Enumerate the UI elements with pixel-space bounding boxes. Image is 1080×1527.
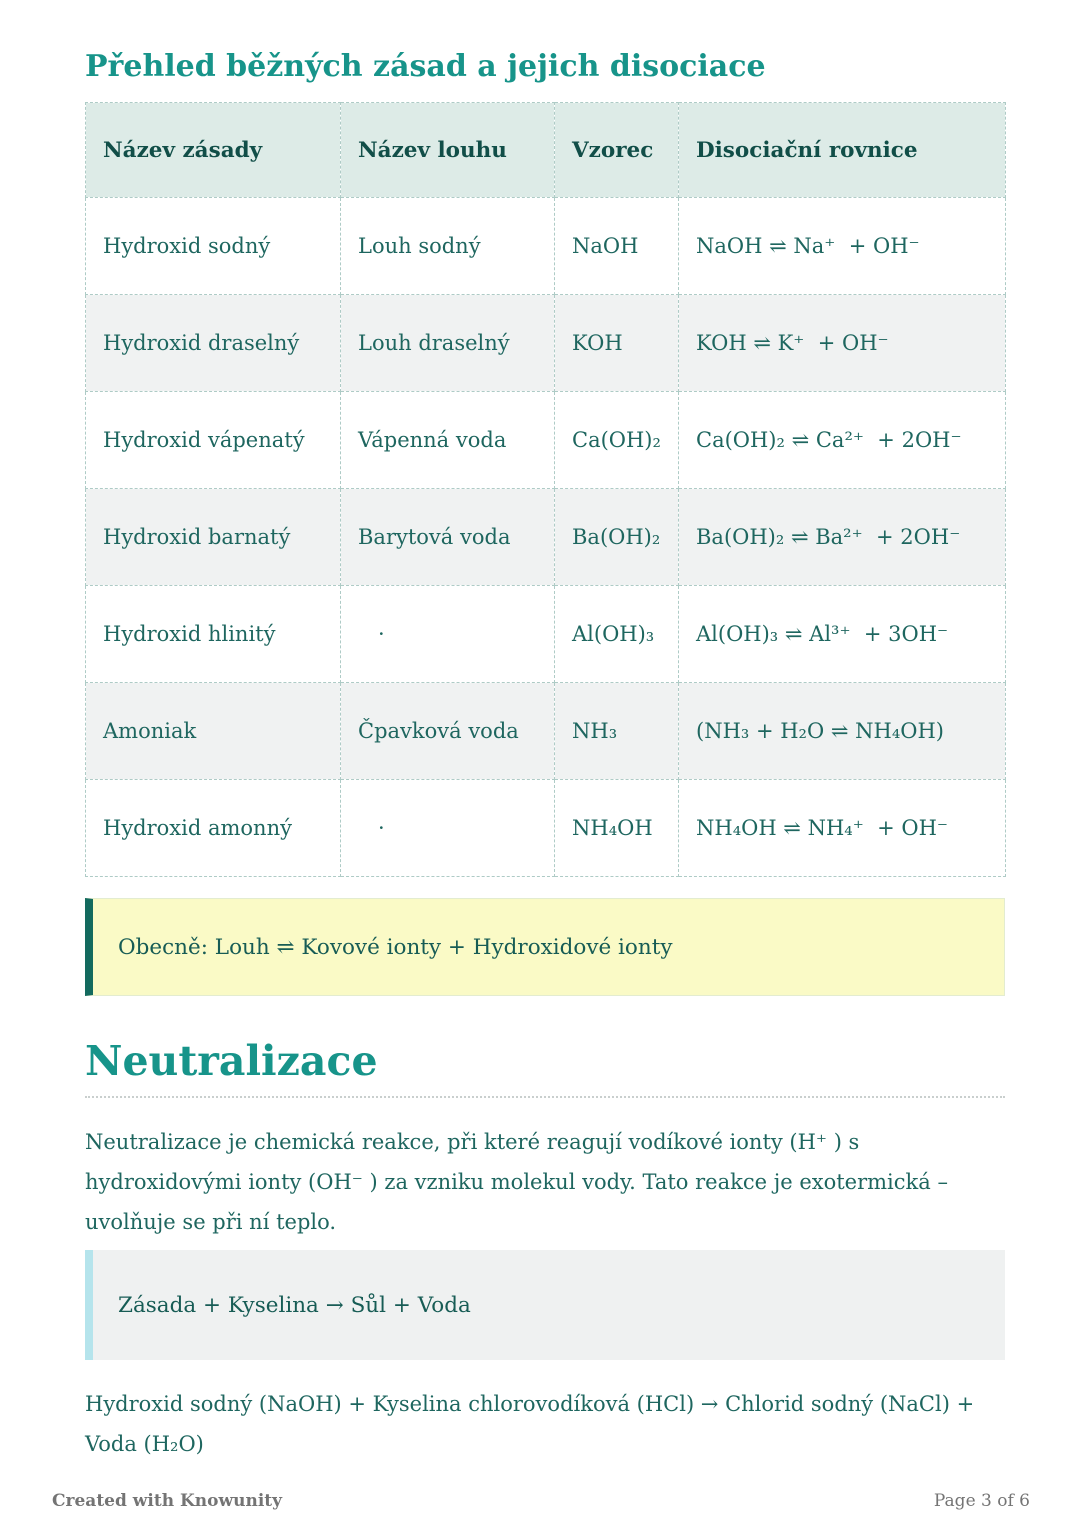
cell-lye-name: Louh draselný <box>341 295 555 392</box>
cell-equation: (NH₃ + H₂O ⇌ NH₄OH) <box>679 683 1006 780</box>
table-row <box>86 198 1006 295</box>
section-title-bases: Přehled běžných zásad a jejich disociace <box>85 49 766 84</box>
reaction-scheme-callout <box>85 1250 1005 1360</box>
bases-table <box>85 102 1006 877</box>
cell-base-name: Amoniak <box>86 683 341 780</box>
cell-equation: Ba(OH)₂ ⇌ Ba²⁺ + 2OH⁻ <box>679 489 1006 586</box>
cell-lye-name: Barytová voda <box>341 489 555 586</box>
table-row <box>86 780 1006 877</box>
table-row <box>86 586 1006 683</box>
cell-lye-name: Louh sodný <box>341 198 555 295</box>
page-footer <box>52 1491 1030 1511</box>
cell-lye-name: Vápenná voda <box>341 392 555 489</box>
cell-equation: NaOH ⇌ Na⁺ + OH⁻ <box>679 198 1006 295</box>
cell-equation: KOH ⇌ K⁺ + OH⁻ <box>679 295 1006 392</box>
cell-lye-name: · <box>341 586 555 683</box>
general-rule-text: Obecně: Louh ⇌ Kovové ionty + Hydroxidové ionty <box>118 934 673 960</box>
reaction-scheme-text: Zásada + Kyselina → Sůl + Voda <box>118 1292 471 1318</box>
cell-lye-name: Čpavková voda <box>341 683 555 780</box>
cell-formula: Ca(OH)₂ <box>555 392 679 489</box>
table-row <box>86 295 1006 392</box>
table-row <box>86 683 1006 780</box>
cell-base-name: Hydroxid barnatý <box>86 489 341 586</box>
col-header-formula: Vzorec <box>555 103 679 198</box>
col-header-base-name: Název zásady <box>86 103 341 198</box>
cell-formula: NH₃ <box>555 683 679 780</box>
table-row <box>86 392 1006 489</box>
footer-page-number: Page 3 of 6 <box>933 1491 1030 1511</box>
col-header-equation: Disociační rovnice <box>679 103 1006 198</box>
cell-equation: NH₄OH ⇌ NH₄⁺ + OH⁻ <box>679 780 1006 877</box>
cell-base-name: Hydroxid amonný <box>86 780 341 877</box>
cell-formula: NaOH <box>555 198 679 295</box>
col-header-lye-name: Název louhu <box>341 103 555 198</box>
cell-formula: NH₄OH <box>555 780 679 877</box>
example-reaction-paragraph: Hydroxid sodný (NaOH) + Kyselina chlorovodíková (HCl) → Chlorid sodný (NaCl) + Voda (H₂O) <box>85 1392 975 1456</box>
cell-formula: Al(OH)₃ <box>555 586 679 683</box>
cell-base-name: Hydroxid hlinitý <box>86 586 341 683</box>
cell-base-name: Hydroxid sodný <box>86 198 341 295</box>
heading-neutralizace: Neutralizace <box>85 1036 1005 1098</box>
cell-formula: Ba(OH)₂ <box>555 489 679 586</box>
general-rule-callout <box>85 898 1005 996</box>
cell-equation: Ca(OH)₂ ⇌ Ca²⁺ + 2OH⁻ <box>679 392 1006 489</box>
footer-branding: Created with Knowunity <box>52 1491 283 1511</box>
cell-equation: Al(OH)₃ ⇌ Al³⁺ + 3OH⁻ <box>679 586 1006 683</box>
neutralization-intro-paragraph: Neutralizace je chemická reakce, při které reagují vodíkové ionty (H⁺ ) s hydroxidovými ionty (OH⁻ ) za vzniku molekul vody. Tato reakce je exotermická – uvolňuje se při ní teplo. <box>85 1130 948 1234</box>
table-row <box>86 489 1006 586</box>
cell-base-name: Hydroxid vápenatý <box>86 392 341 489</box>
cell-formula: KOH <box>555 295 679 392</box>
table-header-row <box>86 103 1006 198</box>
cell-base-name: Hydroxid draselný <box>86 295 341 392</box>
cell-lye-name: · <box>341 780 555 877</box>
